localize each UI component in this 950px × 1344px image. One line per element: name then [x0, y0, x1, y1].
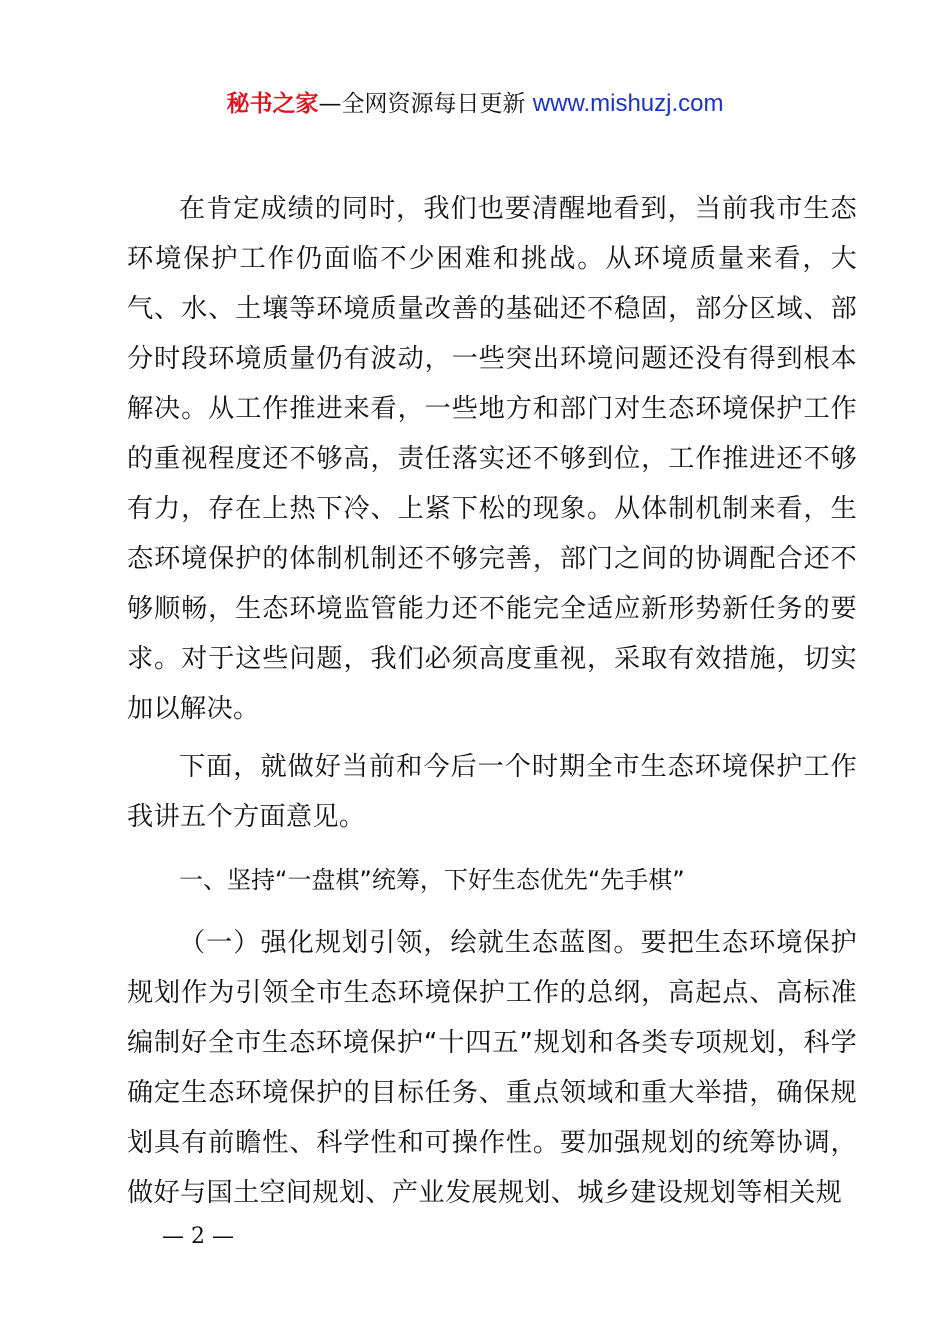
- site-tagline: —全网资源每日更新: [318, 91, 533, 117]
- section-heading: 一、坚持“一盘棋”统筹，下好生态优先“先手棋”: [179, 866, 685, 894]
- document-body: [127, 184, 857, 1218]
- body-paragraph: 下面，就做好当前和今后一个时期全市生态环境保护工作我讲五个方面意见。: [127, 752, 857, 832]
- site-url: www.mishuzj.com: [532, 90, 724, 117]
- site-brand-name: 秘书之家: [226, 91, 319, 117]
- body-paragraph: 在肯定成绩的同时，我们也要清醒地看到，当前我市生态环境保护工作仍面临不少困难和挑战。从环境质量来看，大气、水、土壤等环境质量改善的基础还不稳固，部分区域、部分时段环境质量仍有波动，一些突出环境问题还没有得到根本解决。从工作推进来看，一些地方和部门对生态环境保护工作的重视程度还不够高，责任落实还不够到位，工作推进还不够有力，存在上热下冷、上紧下松的现象。从体制机制来看，生态环境保护的体制机制还不够完善，部门之间的协调配合还不够顺畅，生态环境监管能力还不能完全适应新形势新任务的要求。对于这些问题，我们必须高度重视，采取有效措施，切实加以解决。: [127, 194, 857, 724]
- site-banner: [0, 86, 950, 122]
- page-number: — 2 —: [162, 1224, 234, 1249]
- subsection-paragraph: （一）强化规划引领，绘就生态蓝图。要把生态环境保护规划作为引领全市生态环境保护工作的总纲，高起点、高标准编制好全市生态环境保护“十四五”规划和各类专项规划，科学确定生态环境保护的目标任务、重点领域和重大举措，确保规划具有前瞻性、科学性和可操作性。要加强规划的统筹协调，做好与国土空间规划、产业发展规划、城乡建设规划等相关规: [127, 928, 857, 1208]
